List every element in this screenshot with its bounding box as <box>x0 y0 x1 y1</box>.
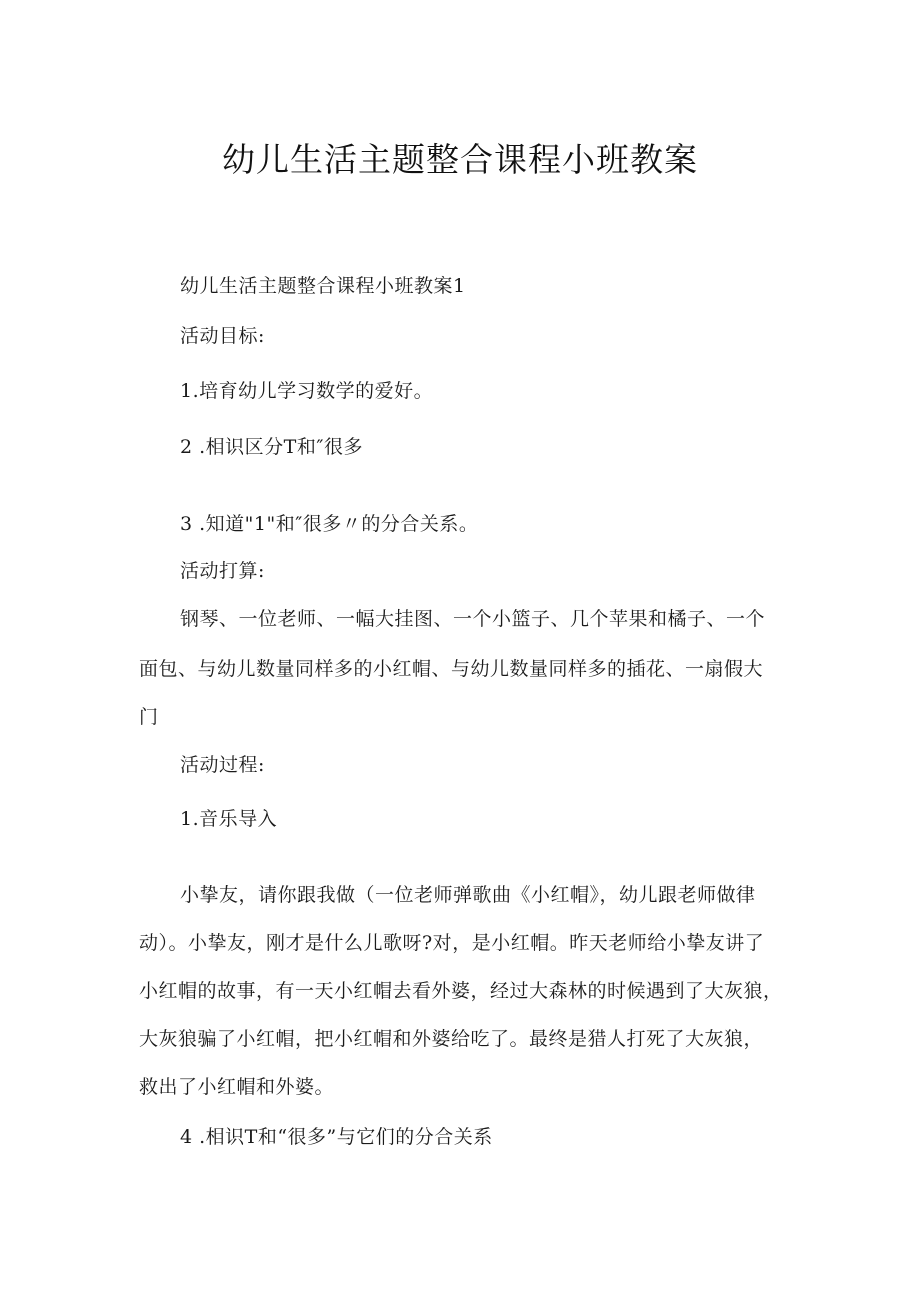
preparation-text-line: 门 <box>139 706 159 728</box>
activity-goals-label: 活动目标: <box>180 325 265 347</box>
process-step-4: 4 .相识T和“很多”与它们的分合关系 <box>180 1126 493 1148</box>
activity-preparation-label: 活动打算: <box>180 560 265 582</box>
paragraph-line: 动）。小挚友，刚才是什么儿歌呀?对，是小红帽。昨天老师给小挚友讲了 <box>139 932 765 954</box>
preparation-text-line: 钢琴、一位老师、一幅大挂图、一个小篮子、几个苹果和橘子、一个 <box>180 608 766 630</box>
activity-process-label: 活动过程: <box>180 754 265 776</box>
paragraph-line: 小红帽的故事，有一天小红帽去看外婆，经过大森林的时候遇到了大灰狼， <box>139 980 783 1002</box>
preparation-text-line: 面包、与幼儿数量同样多的小红帽、与幼儿数量同样多的插花、一扇假大 <box>139 658 764 680</box>
paragraph-line: 大灰狼骗了小红帽，把小红帽和外婆给吃了。最终是猎人打死了大灰狼， <box>139 1028 764 1050</box>
goal-item-2: 2 .相识区分T和″很多 <box>180 436 363 458</box>
document-title: 幼儿生活主题整合课程小班教案 <box>222 140 698 179</box>
section-heading: 幼儿生活主题整合课程小班教案1 <box>180 275 466 297</box>
goal-item-3: 3 .知道"1"和″很多〃的分合关系。 <box>180 513 479 535</box>
goal-item-1: 1.培育幼儿学习数学的爱好。 <box>180 380 434 402</box>
paragraph-line: 救出了小红帽和外婆。 <box>139 1076 335 1098</box>
process-step-1: 1.音乐导入 <box>180 808 278 830</box>
paragraph-line: 小挚友，请你跟我做（一位老师弹歌曲《小红帽》，幼儿跟老师做律 <box>180 884 756 906</box>
